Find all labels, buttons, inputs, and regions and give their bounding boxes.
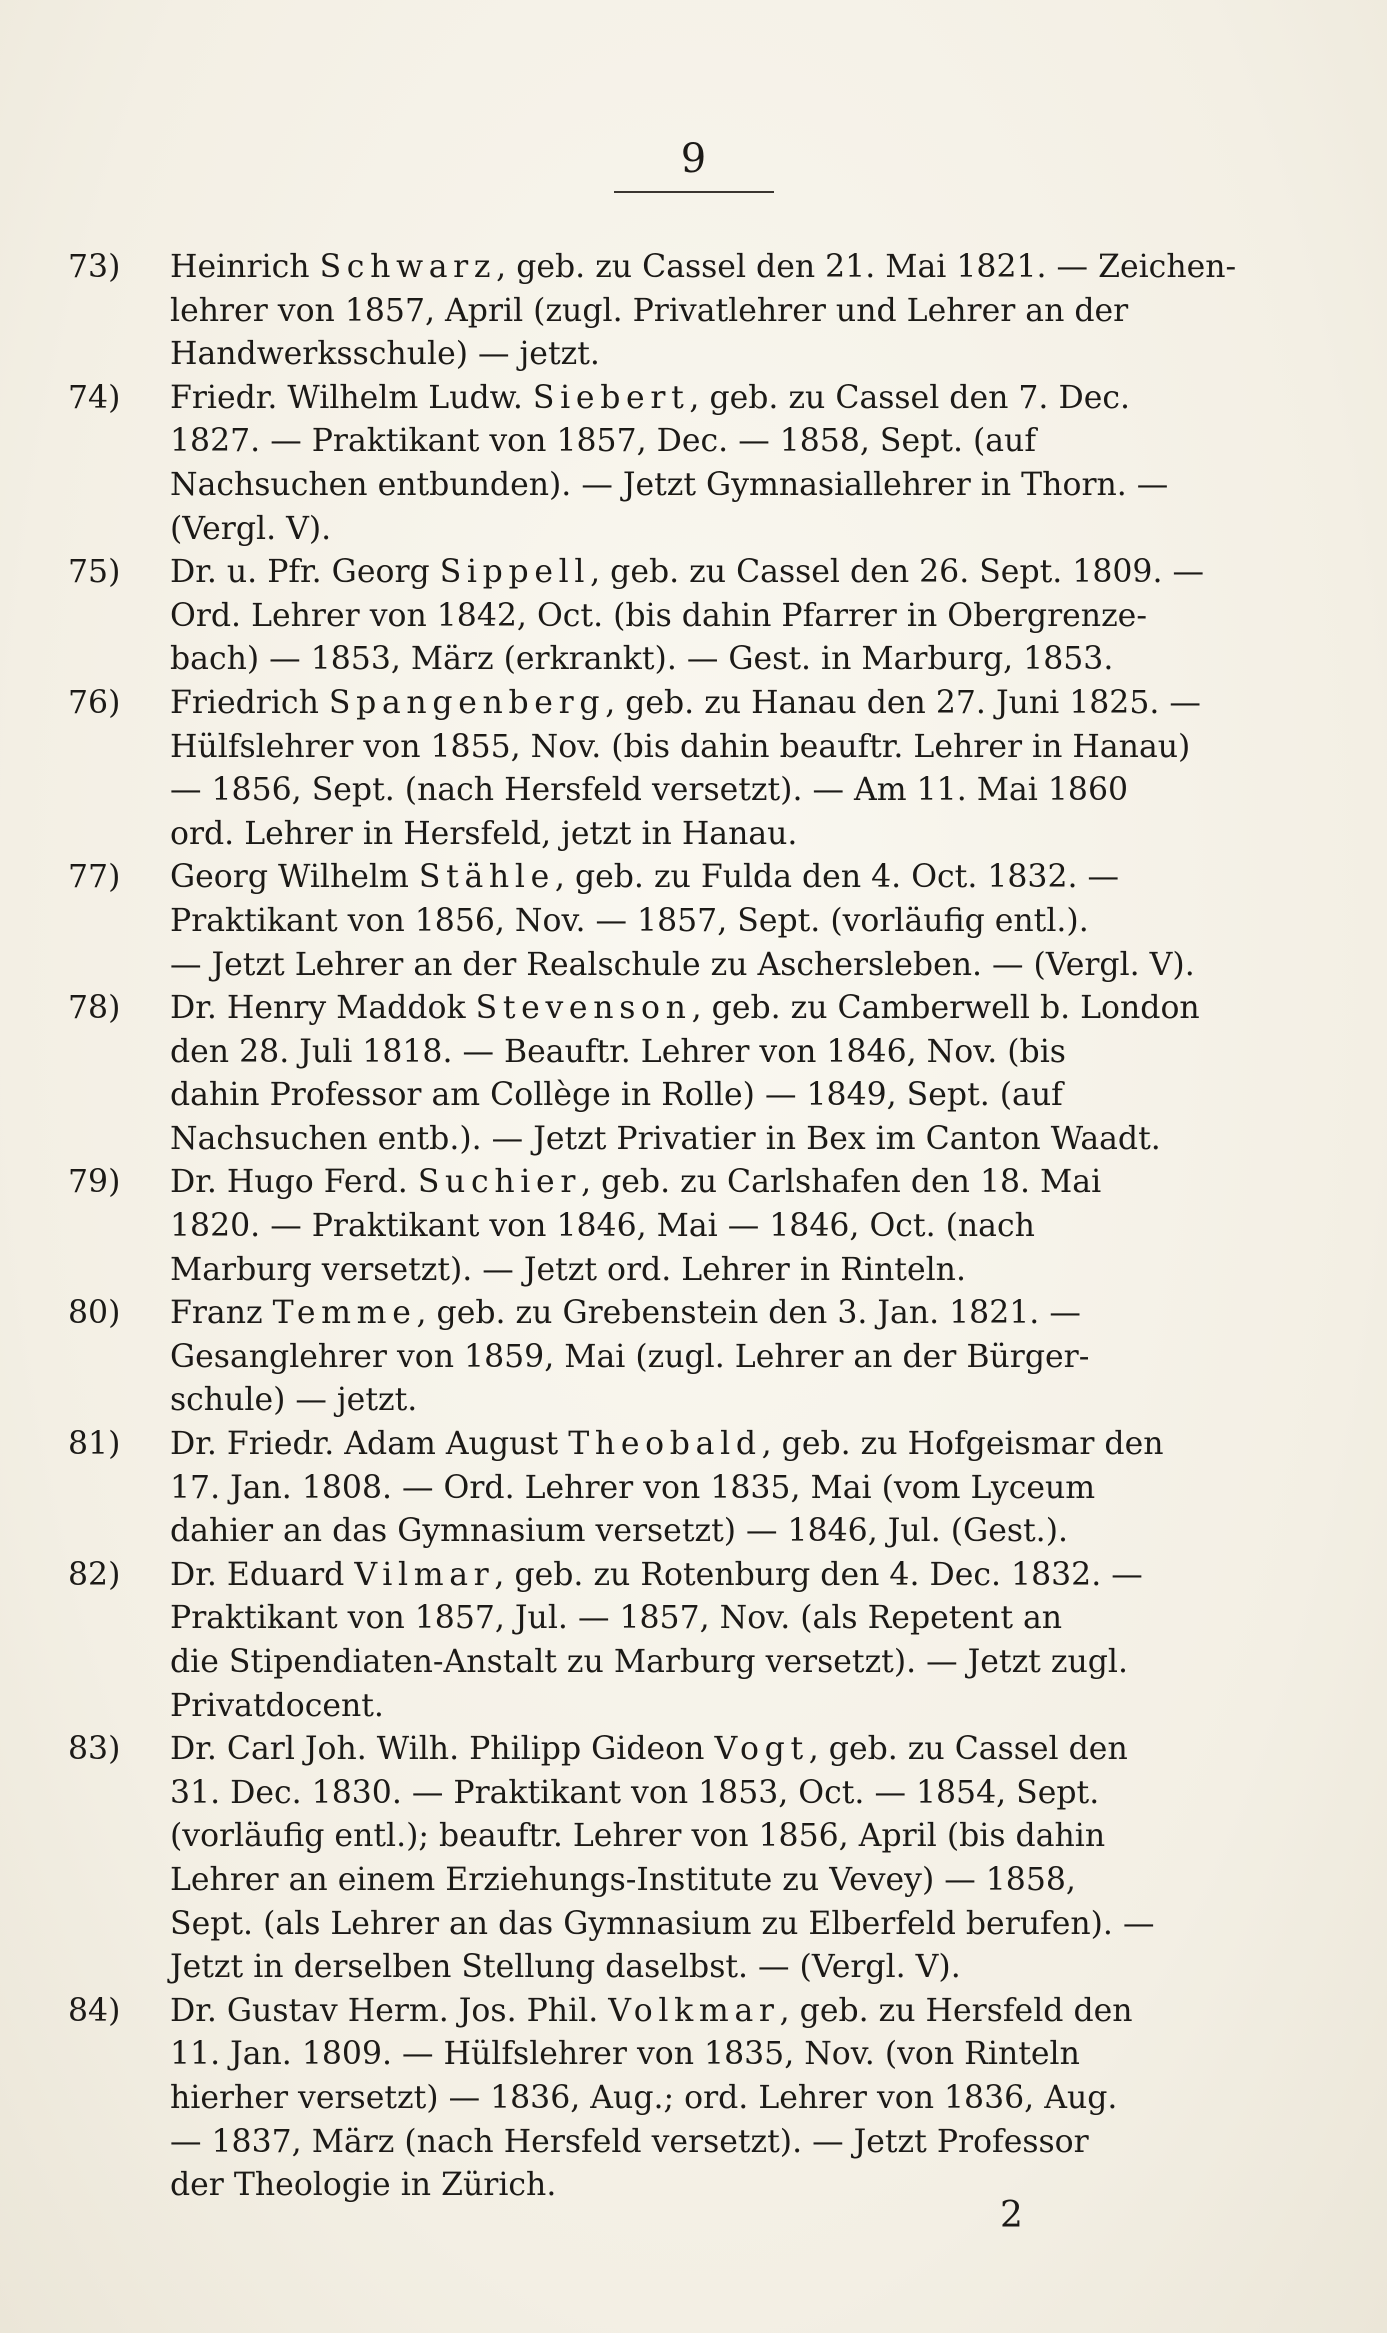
entry-number: 82) — [68, 1556, 121, 1593]
entry-line — [170, 682, 1244, 726]
entry-line — [170, 551, 1244, 595]
entry-line — [170, 1990, 1244, 2034]
entry-line — [170, 290, 1244, 334]
entry-line-text: 17. Jan. 1808. — Ord. Lehrer von 1835, Mai (vom Lyceum — [170, 1469, 1096, 1506]
entry-line-text: , geb. zu Carlshafen den 18. Mai — [581, 1164, 1102, 1201]
entry — [68, 1728, 1244, 1990]
entry-line — [170, 1685, 1244, 1729]
entry-line — [170, 1772, 1244, 1816]
entry-line-text: der Theologie in Zürich. — [170, 2167, 557, 2204]
entry-line-text: 11. Jan. 1809. — Hülfslehrer von 1835, Nov. (von Rinteln — [170, 2036, 1080, 2073]
entry-number: 76) — [68, 684, 121, 721]
entry-line — [170, 1423, 1244, 1467]
entry-line-text: , geb. zu Fulda den 4. Oct. 1832. — — [554, 859, 1120, 896]
entry-line-text: , geb. zu Cassel den 26. Sept. 1809. — — [590, 554, 1204, 591]
entry-line — [170, 1728, 1244, 1772]
person-surname: Vogt — [714, 1731, 809, 1768]
entry-line-text: Friedr. Wilhelm Ludw. — [170, 379, 533, 416]
entry-number: 79) — [68, 1164, 121, 1201]
entry-line — [170, 1031, 1244, 1075]
entry — [68, 682, 1244, 856]
entry-number: 78) — [68, 990, 121, 1027]
entry-number: 74) — [68, 379, 121, 416]
entry-line — [170, 420, 1244, 464]
entry — [68, 987, 1244, 1161]
entry-line — [170, 856, 1244, 900]
entry-line-text: bach) — 1853, März (erkrankt). — Gest. in Marburg, 1853. — [170, 641, 1114, 678]
entry-text — [170, 1292, 1244, 1423]
entry-line-text: schule) — jetzt. — [170, 1382, 418, 1419]
entry-line — [170, 726, 1244, 770]
signature-mark: 2 — [1000, 2195, 1023, 2236]
entry-line-text: Dr. Hugo Ferd. — [170, 1164, 418, 1201]
entry-line — [170, 1467, 1244, 1511]
entry-line — [170, 944, 1244, 988]
entry-line-text: Gesanglehrer von 1859, Mai (zugl. Lehrer an der Bürger- — [170, 1338, 1090, 1375]
entry-list — [68, 246, 1244, 2208]
entry-line-text: ord. Lehrer in Hersfeld, jetzt in Hanau. — [170, 815, 798, 852]
person-surname: Suchier — [417, 1164, 582, 1201]
entry-line-text: Lehrer an einem Erziehungs-Institute zu Vevey) — 1858, — [170, 1861, 1076, 1898]
entry-text — [170, 551, 1244, 682]
entry-line-text: , geb. zu Cassel den — [808, 1731, 1128, 1768]
entry-line — [170, 595, 1244, 639]
entry-line — [170, 813, 1244, 857]
entry-line — [170, 769, 1244, 813]
entry-line — [170, 1946, 1244, 1990]
entry-line — [170, 1510, 1244, 1554]
entry-line-text: Dr. u. Pfr. Georg — [170, 554, 440, 591]
entry-line-text: , geb. zu Cassel den 21. Mai 1821. — Zeichen- — [496, 249, 1237, 285]
entry-line — [170, 2121, 1244, 2165]
entry-line — [170, 987, 1244, 1031]
entry-line-text: , geb. zu Cassel den 7. Dec. — [689, 379, 1131, 416]
entry-line-text: — 1856, Sept. (nach Hersfeld versetzt). — Am 11. Mai 1860 — [170, 772, 1129, 809]
entry-line-text: hierher versetzt) — 1836, Aug.; ord. Lehrer von 1836, Aug. — [170, 2079, 1118, 2116]
person-surname: Siebert — [532, 379, 690, 416]
entry-text — [170, 1161, 1244, 1292]
header-rule — [614, 191, 774, 193]
entry-line-text: , geb. zu Hersfeld den — [779, 1992, 1133, 2029]
entry-line-text: Dr. Eduard — [170, 1556, 355, 1593]
entry-line-text: Dr. Henry Maddok — [170, 990, 476, 1027]
entry-text — [170, 1554, 1244, 1728]
entry-line — [170, 900, 1244, 944]
person-surname: Spangenberg — [328, 684, 606, 721]
entry-line-text: (vorläufig entl.); beauftr. Lehrer von 1856, April (bis dahin — [170, 1818, 1106, 1855]
entry-line-text: Franz — [170, 1295, 273, 1332]
entry-line — [170, 1336, 1244, 1380]
entry-line — [170, 1292, 1244, 1336]
entry-text — [170, 377, 1244, 551]
entry-line-text: Praktikant von 1856, Nov. — 1857, Sept. (vorläufig entl.). — [170, 902, 1089, 939]
entry — [68, 1423, 1244, 1554]
entry-number: 80) — [68, 1295, 121, 1332]
person-surname: Stähle — [418, 859, 555, 896]
entry — [68, 1161, 1244, 1292]
entry-line — [170, 2077, 1244, 2121]
entry-line-text: Privatdocent. — [170, 1687, 384, 1724]
entry-line — [170, 1815, 1244, 1859]
entry-line — [170, 1903, 1244, 1947]
entry-number: 73) — [68, 249, 121, 285]
entry-line — [170, 1118, 1244, 1162]
entry-line — [170, 1379, 1244, 1423]
entry-line-text: — 1837, März (nach Hersfeld versetzt). — Jetzt Professor — [170, 2123, 1089, 2160]
entry-line — [170, 1205, 1244, 1249]
entry — [68, 1990, 1244, 2208]
entry-line-text: Ord. Lehrer von 1842, Oct. (bis dahin Pfarrer in Obergrenze- — [170, 597, 1147, 634]
person-surname: Schwarz — [319, 249, 497, 285]
entry-line-text: — Jetzt Lehrer an der Realschule zu Aschersleben. — (Vergl. V). — [170, 946, 1195, 983]
person-surname: Volkmar — [608, 1992, 780, 2029]
entry-line-text: Sept. (als Lehrer an das Gymnasium zu Elberfeld berufen). — — [170, 1905, 1155, 1942]
entry-line — [170, 2164, 1244, 2208]
entry-text — [170, 682, 1244, 856]
entry-line — [170, 508, 1244, 552]
entry-line-text: Dr. Gustav Herm. Jos. Phil. — [170, 1992, 609, 2029]
entry — [68, 1554, 1244, 1728]
entry-line — [170, 246, 1244, 290]
entry-line-text: 1827. — Praktikant von 1857, Dec. — 1858, Sept. (auf — [170, 423, 1036, 460]
entry-line-text: , geb. zu Hanau den 27. Juni 1825. — — [605, 684, 1201, 721]
entry-text — [170, 1423, 1244, 1554]
entry-line — [170, 2033, 1244, 2077]
entry-line — [170, 1641, 1244, 1685]
entry-number: 77) — [68, 859, 121, 896]
entry-line — [170, 1161, 1244, 1205]
entry-text — [170, 1990, 1244, 2208]
entry-line-text: Hülfslehrer von 1855, Nov. (bis dahin beauftr. Lehrer in Hanau) — [170, 728, 1191, 765]
entry-line-text: (Vergl. V). — [170, 510, 332, 547]
entry-line — [170, 638, 1244, 682]
entry-line-text: den 28. Juli 1818. — Beauftr. Lehrer von 1846, Nov. (bis — [170, 1033, 1066, 1070]
entry-line-text: Nachsuchen entbunden). — Jetzt Gymnasiallehrer in Thorn. — — [170, 466, 1169, 503]
entry-line — [170, 1597, 1244, 1641]
entry-line-text: Jetzt in derselben Stellung daselbst. — (Vergl. V). — [170, 1949, 961, 1986]
entry-line-text: , geb. zu Hofgeismar den — [761, 1426, 1164, 1463]
entry-line — [170, 377, 1244, 421]
entry — [68, 1292, 1244, 1423]
entry-line-text: 31. Dec. 1830. — Praktikant von 1853, Oct. — 1854, Sept. — [170, 1774, 1100, 1811]
entry-line-text: Dr. Carl Joh. Wilh. Philipp Gideon — [170, 1731, 715, 1768]
entry-text — [170, 987, 1244, 1161]
entry — [68, 551, 1244, 682]
entry-text — [170, 1728, 1244, 1990]
entry-line-text: dahier an das Gymnasium versetzt) — 1846, Jul. (Gest.). — [170, 1513, 1068, 1550]
entry-line-text: Marburg versetzt). — Jetzt ord. Lehrer in Rinteln. — [170, 1251, 966, 1288]
entry-line-text: lehrer von 1857, April (zugl. Privatlehrer und Lehrer an der — [170, 292, 1129, 329]
entry — [68, 377, 1244, 551]
entry-line-text: Dr. Friedr. Adam August — [170, 1426, 569, 1463]
entry-line-text: Handwerksschule) — jetzt. — [170, 336, 600, 373]
entry-line-text: die Stipendiaten-Anstalt zu Marburg versetzt). — Jetzt zugl. — [170, 1644, 1128, 1680]
entry-line-text: Heinrich — [170, 249, 320, 285]
entry-text — [170, 856, 1244, 987]
entry-line — [170, 1859, 1244, 1903]
entry-line-text: dahin Professor am Collège in Rolle) — 1849, Sept. (auf — [170, 1077, 1063, 1114]
entry-line-text: , geb. zu Grebenstein den 3. Jan. 1821. — — [416, 1295, 1081, 1332]
entry — [68, 856, 1244, 987]
entry-line-text: Praktikant von 1857, Jul. — 1857, Nov. (als Repetent an — [170, 1600, 1063, 1637]
entry-line-text: , geb. zu Camberwell b. London — [691, 990, 1200, 1027]
page-header — [0, 135, 1387, 193]
entry-line — [170, 333, 1244, 377]
person-surname: Stevenson — [475, 990, 692, 1027]
entry-text — [170, 246, 1244, 377]
entry-line-text: 1820. — Praktikant von 1846, Mai — 1846, Oct. (nach — [170, 1208, 1035, 1245]
person-surname: Vilmar — [354, 1556, 495, 1593]
entry-number: 81) — [68, 1426, 121, 1463]
entry-number: 84) — [68, 1992, 121, 2029]
entry-line-text: Nachsuchen entb.). — Jetzt Privatier in Bex im Canton Waadt. — [170, 1120, 1161, 1157]
entry-line — [170, 464, 1244, 508]
entry-line-text: , geb. zu Rotenburg den 4. Dec. 1832. — — [494, 1556, 1143, 1593]
entry — [68, 246, 1244, 377]
entry-number: 83) — [68, 1731, 121, 1768]
entry-line — [170, 1074, 1244, 1118]
entry-line — [170, 1249, 1244, 1293]
person-surname: Sippell — [439, 554, 591, 591]
person-surname: Temme — [272, 1295, 417, 1332]
entry-line-text: Georg Wilhelm — [170, 859, 419, 896]
page-number: 9 — [680, 136, 707, 182]
entry-line — [170, 1554, 1244, 1598]
person-surname: Theobald — [568, 1426, 762, 1463]
entry-number: 75) — [68, 554, 121, 591]
entry-line-text: Friedrich — [170, 684, 329, 721]
